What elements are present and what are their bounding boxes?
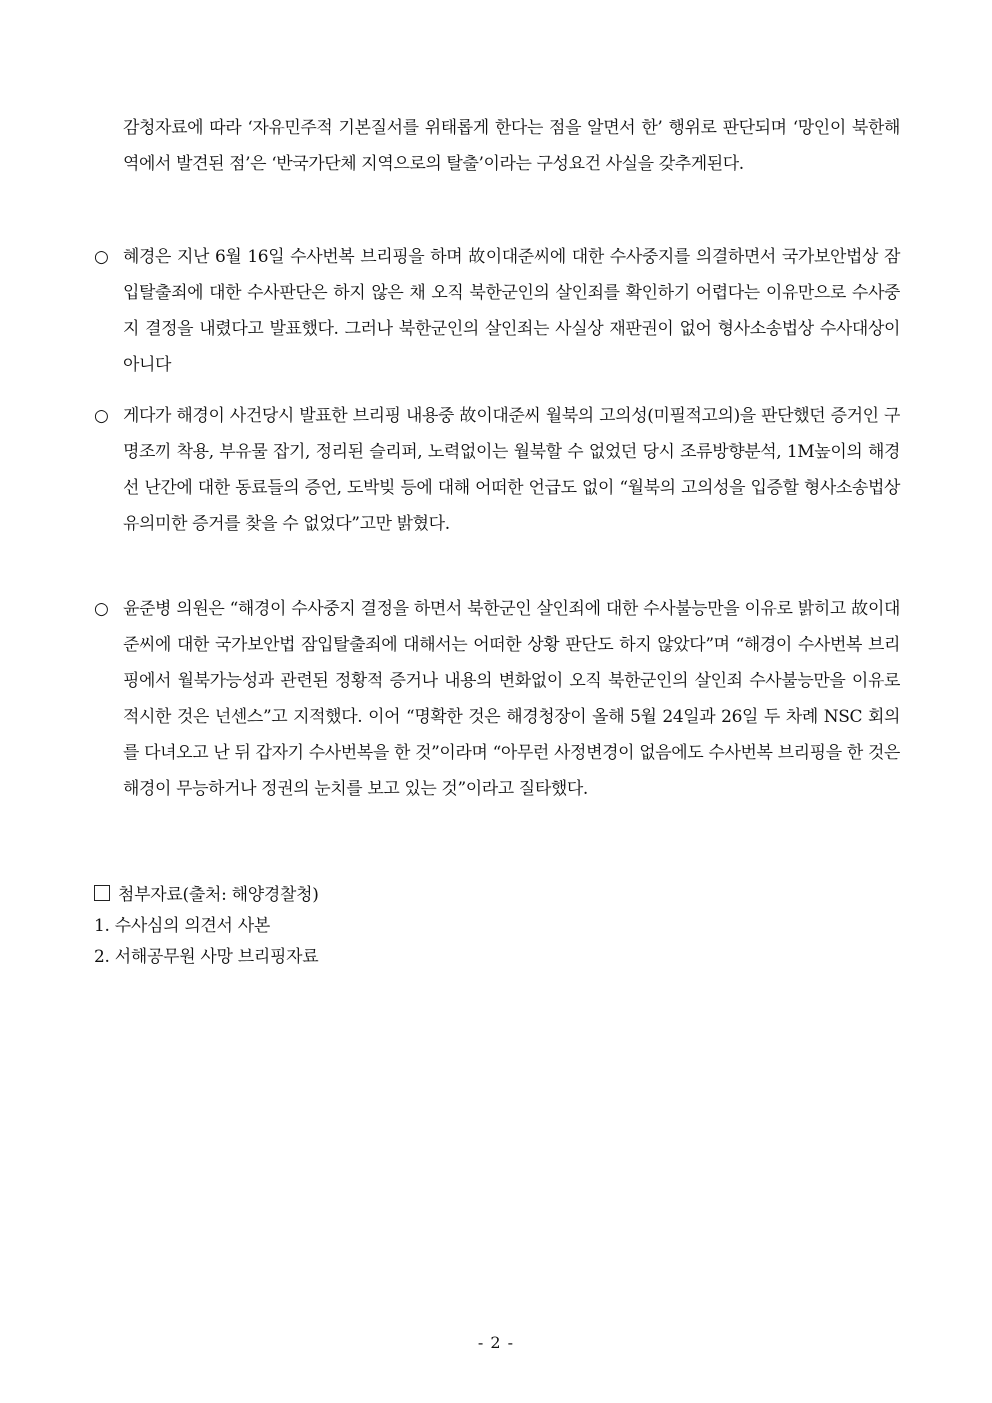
attachment-item: 1. 수사심의 의견서 사본	[94, 916, 271, 936]
paragraph-3	[94, 591, 900, 807]
paragraph-text: 게다가 해경이 사건당시 발표한 브리핑 내용중 故이대준씨 월북의 고의성(미필적고의)을 판단했던 증거인 구명조끼 착용, 부유물 잡기, 정리된 슬리퍼, 노력없이는 월북할 수 없었던 당시 조류방향분석, 1M높이의 해경선 난간에 대한 동료들의 증언, 도박빚 등에 대해 어떠한 언급도 없이 “월북의 고의성을 입증할 형사소송법상 유의미한 증거를 찾을 수 없었다”고만 밝혔다.	[123, 406, 900, 534]
attachments-heading: 첨부자료(출처: 해양경찰청)	[118, 885, 319, 905]
attachments-heading-row	[94, 880, 900, 911]
circle-bullet-icon: ○	[94, 406, 109, 426]
paragraph-2	[94, 398, 900, 542]
circle-bullet-icon: ○	[94, 599, 109, 619]
page-number: - 2 -	[477, 1333, 515, 1352]
attachments-section	[94, 880, 900, 973]
paragraph-text: 혜경은 지난 6월 16일 수사번복 브리핑을 하며 故이대준씨에 대한 수사중지를 의결하면서 국가보안법상 잠입탈출죄에 대한 수사판단은 하지 않은 채 오직 북한군인의 살인죄를 확인하기 어렵다는 이유만으로 수사중지 결정을 내렸다고 발표했다. 그러나 북한군인의 살인죄는 사실상 재판권이 없어 형사소송법상 수사대상이 아니다	[123, 247, 900, 375]
continuation-block	[94, 110, 900, 182]
circle-bullet-icon: ○	[94, 247, 109, 267]
attachment-item: 2. 서해공무원 사망 브리핑자료	[94, 947, 319, 967]
paragraph-1	[94, 239, 900, 383]
checkbox-square-icon	[94, 885, 110, 901]
paragraph-text: 윤준병 의원은 “해경이 수사중지 결정을 하면서 북한군인 살인죄에 대한 수사불능만을 이유로 밝히고 故이대준씨에 대한 국가보안법 잠입탈출죄에 대해서는 어떠한 상황 판단도 하지 않았다”며 “해경이 수사번복 브리핑에서 월북가능성과 관련된 정황적 증거나 내용의 변화없이 오직 북한군인의 살인죄 수사불능만을 이유로 적시한 것은 넌센스”고 지적했다. 이어 “명확한 것은 해경청장이 올해 5월 24일과 26일 두 차례 NSC 회의를 다녀오고 난 뒤 갑자기 수사번복을 한 것”이라며 “아무런 사정변경이 없음에도 수사번복 브리핑을 한 것은 해경이 무능하거나 정권의 눈치를 보고 있는 것”이라고 질타했다.	[123, 599, 900, 799]
continuation-text: 감청자료에 따라 ‘자유민주적 기본질서를 위태롭게 한다는 점을 알면서 한’ 행위로 판단되며 ‘망인이 북한해역에서 발견된 점’은 ‘반국가단체 지역으로의 탈출’이라는 구성요건 사실을 갖추게된다.	[123, 118, 900, 174]
